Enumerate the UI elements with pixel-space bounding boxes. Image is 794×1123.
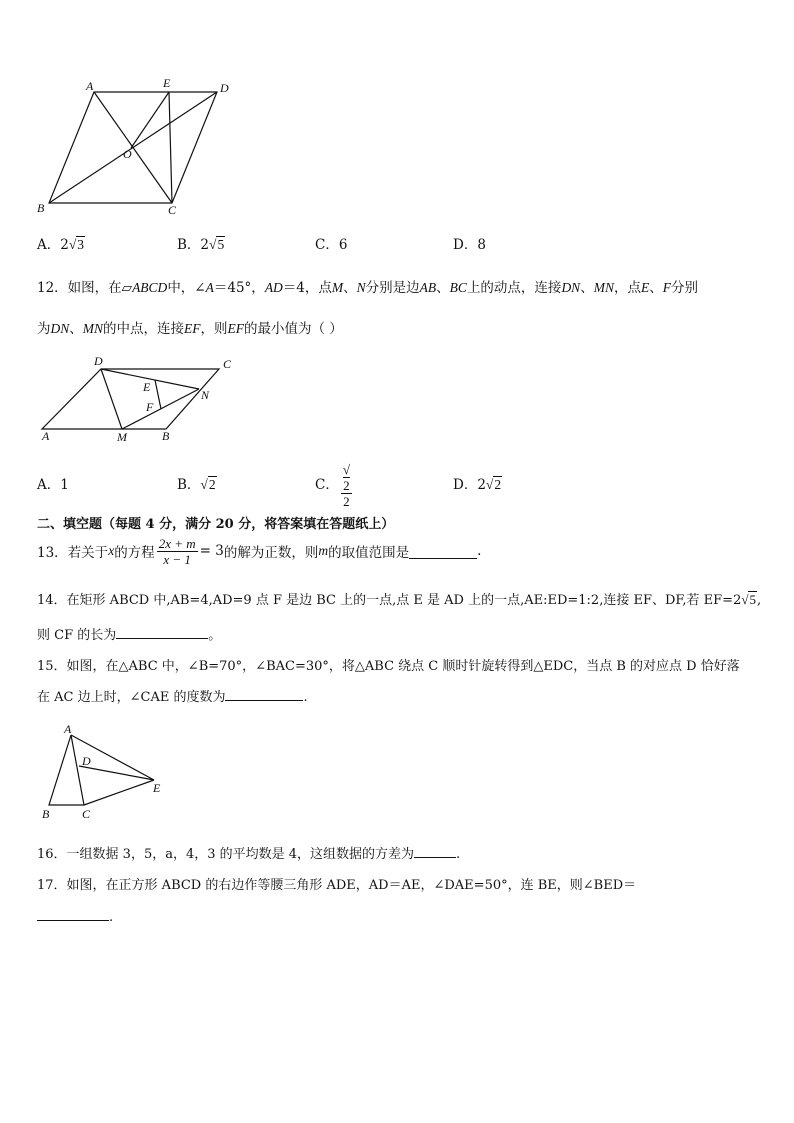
text: M: [331, 280, 344, 295]
q16-text: .: [456, 847, 461, 862]
text: 的中点，连接: [103, 321, 185, 337]
text: ，则: [200, 321, 228, 337]
text: ，点: [613, 280, 641, 296]
q16-text: 16．一组数据 3，5，a，4，3 的平均数是 4，这组数据的方差为: [37, 847, 415, 862]
q14-text: 。: [208, 628, 222, 643]
q12-option-d-radicand: 2: [494, 477, 502, 492]
text: ＝4，点: [282, 280, 332, 296]
text: N: [356, 280, 366, 295]
q13-equals: = 3: [199, 543, 224, 559]
label-d: D: [82, 754, 91, 768]
q12-option-c-text: C．: [315, 477, 339, 493]
answer-blank[interactable]: [414, 843, 456, 858]
text: 、: [580, 280, 594, 296]
label-m: M: [117, 430, 127, 444]
text: EF: [184, 321, 201, 336]
section-heading-fill-in: 二、填空题（每题 4 分，满分 20 分，将答案填在答题纸上）: [37, 517, 395, 532]
q13-text: 的解为正数，则: [223, 545, 319, 561]
q12-option-b-text: B．: [177, 477, 201, 493]
text: 、: [649, 280, 663, 296]
q12-option-a: A．1: [37, 477, 69, 493]
text: ＝45°，: [213, 280, 265, 296]
q13-text: 的方程: [114, 545, 155, 561]
text: MN: [82, 321, 104, 336]
label-n: N: [201, 388, 210, 402]
q11-option-d: D．8: [453, 237, 486, 253]
q13-var-m: m: [318, 543, 329, 558]
text: 为: [37, 321, 51, 337]
fraction-numerator: √ 2: [342, 462, 350, 493]
sqrt-symbol: √2: [200, 477, 216, 492]
segment-de: [79, 766, 154, 780]
label-b: B: [37, 201, 45, 215]
q11-option-b-text: B．2: [177, 237, 210, 253]
label-c: C: [82, 807, 91, 821]
sqrt-symbol: √3: [68, 237, 85, 252]
sqrt-symbol: √5: [209, 237, 225, 252]
text: AD: [264, 280, 283, 295]
text: 12．如图，在▱: [37, 280, 133, 296]
q13-text: 的取值范围是: [328, 545, 410, 561]
text: AB: [419, 280, 437, 295]
text: ABCD: [132, 280, 168, 295]
label-b: B: [162, 429, 170, 443]
text: 的最小值为（ ）: [244, 321, 343, 337]
fraction-numerator: 2x + m: [158, 535, 196, 551]
segment-ce: [84, 780, 154, 805]
label-e: E: [153, 781, 161, 795]
fraction-denominator: 2: [343, 494, 350, 509]
q17-text: .: [109, 910, 114, 925]
q13-end: .: [477, 543, 482, 559]
q17-line1: 17．如图，在正方形 ABCD 的右边作等腰三角形 ADE，AD＝AE，∠DAE=50°，连 BE，则∠BED＝: [37, 878, 637, 893]
q14-text: 则 CF 的长为: [37, 628, 117, 643]
text: 分别是边: [365, 280, 420, 296]
q12-option-c-radicand: 2: [343, 478, 350, 493]
label-b: B: [42, 807, 50, 821]
text: 上的动点，连接: [466, 280, 562, 296]
text: 、: [436, 280, 450, 296]
text: EF: [227, 321, 245, 336]
q12-option-b-radicand: 2: [208, 477, 216, 492]
text: 中，∠: [167, 280, 206, 296]
text: F: [662, 280, 671, 295]
q15-line1: 15．如图，在△ABC 中，∠B=70°，∠BAC=30°，将△ABC 绕点 C 顺时针旋转得到△EDC，当点 B 的对应点 D 恰好落: [37, 659, 740, 674]
q14-text: 14．在矩形 ABCD 中,AB=4,AD=9 点 F 是边 BC 上的一点,点 E 是 AD 上的一点,AE:ED=1:2,连接 EF、DF,若 EF=2: [37, 593, 742, 608]
label-f: F: [146, 400, 154, 414]
q13-text: 13．若关于: [37, 545, 109, 561]
text: 、: [69, 321, 83, 337]
q11-option-a-radicand: 3: [77, 237, 85, 252]
text: BC: [449, 280, 467, 295]
text: 分别: [670, 280, 698, 296]
label-e: E: [143, 380, 151, 394]
sqrt-symbol: √2: [485, 477, 502, 492]
q14-radicand: 5: [749, 592, 756, 607]
text: E: [640, 280, 650, 295]
answer-blank[interactable]: [37, 906, 109, 921]
label-a: A: [86, 79, 94, 93]
q15-text: 在 AC 边上时，∠CAE 的度数为: [37, 690, 226, 705]
fraction-denominator: x − 1: [163, 551, 191, 567]
text: 、: [343, 280, 357, 296]
text: DN: [561, 280, 581, 295]
q16: [37, 843, 460, 862]
text: MN: [593, 280, 614, 295]
q11-option-a-text: A．2: [37, 237, 69, 253]
label-d: D: [220, 81, 229, 95]
q15-text: .: [303, 690, 308, 705]
sqrt-symbol: √5: [741, 592, 756, 607]
q13-var-x: x: [108, 543, 115, 558]
q17-line2: [37, 906, 113, 925]
q14-text: ,: [756, 593, 762, 608]
q11-option-b-radicand: 5: [217, 237, 225, 252]
text: A: [205, 280, 214, 295]
text: DN: [50, 321, 70, 336]
triangle-abc: [49, 735, 84, 805]
label-e: E: [163, 76, 171, 90]
label-c: C: [223, 357, 232, 371]
label-a: A: [42, 429, 50, 443]
label-c: C: [168, 203, 177, 217]
label-d: D: [94, 354, 103, 368]
label-o: O: [123, 147, 132, 161]
q12-option-d-text: D．2: [453, 477, 486, 493]
q11-option-c: C．6: [315, 237, 348, 253]
label-a: A: [64, 722, 72, 736]
